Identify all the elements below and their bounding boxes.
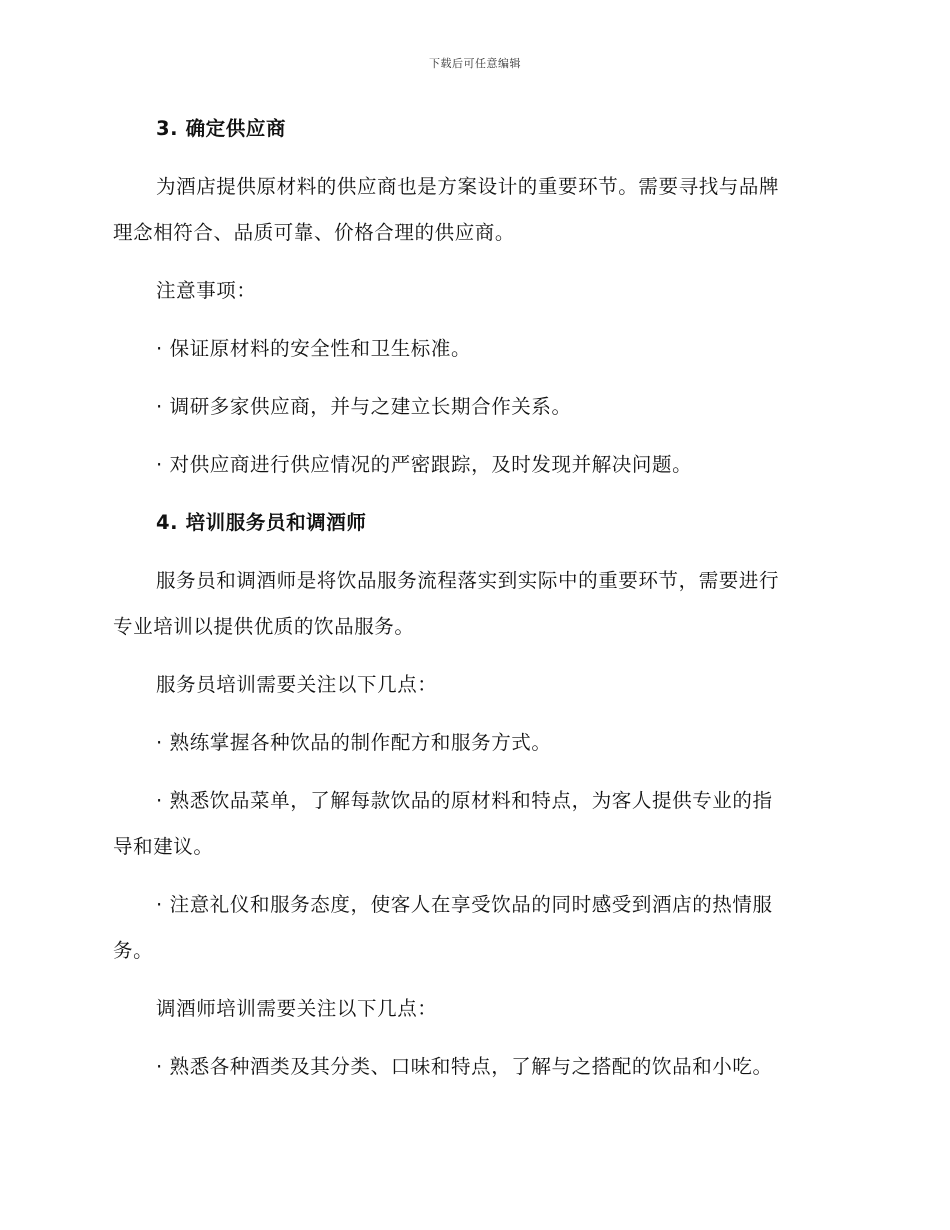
bullet-item: · 对供应商进行供应情况的严密跟踪，及时发现并解决问题。 — [156, 453, 693, 476]
paragraph-line: 专业培训以提供优质的饮品服务。 — [113, 615, 415, 638]
paragraph-line: 服务员和调酒师是将饮品服务流程落实到实际中的重要环节，需要进行 — [156, 569, 780, 592]
header-note: 下载后可任意编辑 — [429, 57, 521, 70]
bullet-item: · 熟悉各种酒类及其分类、口味和特点，了解与之搭配的饮品和小吃。 — [156, 1055, 773, 1078]
section-heading-3: 3. 确定供应商 — [156, 117, 287, 140]
bullet-item-continuation: 导和建议。 — [113, 835, 214, 858]
paragraph-line: 理念相符合、品质可靠、价格合理的供应商。 — [113, 221, 516, 244]
bullet-item: · 注意礼仪和服务态度，使客人在享受饮品的同时感受到酒店的热情服 — [156, 893, 773, 916]
training-label: 调酒师培训需要关注以下几点： — [156, 997, 438, 1020]
document-body — [113, 110, 833, 1085]
training-label: 服务员培训需要关注以下几点： — [156, 673, 438, 696]
notes-label: 注意事项： — [156, 279, 257, 302]
section-heading-4: 4. 培训服务员和调酒师 — [156, 511, 367, 534]
bullet-item-continuation: 务。 — [113, 939, 154, 962]
bullet-item: · 保证原材料的安全性和卫生标准。 — [156, 337, 472, 360]
paragraph-line: 为酒店提供原材料的供应商也是方案设计的重要环节。需要寻找与品牌 — [156, 175, 780, 198]
bullet-item: · 熟悉饮品菜单，了解每款饮品的原材料和特点，为客人提供专业的指 — [156, 789, 773, 812]
bullet-item: · 熟练掌握各种饮品的制作配方和服务方式。 — [156, 731, 552, 754]
bullet-item: · 调研多家供应商，并与之建立长期合作关系。 — [156, 395, 572, 418]
